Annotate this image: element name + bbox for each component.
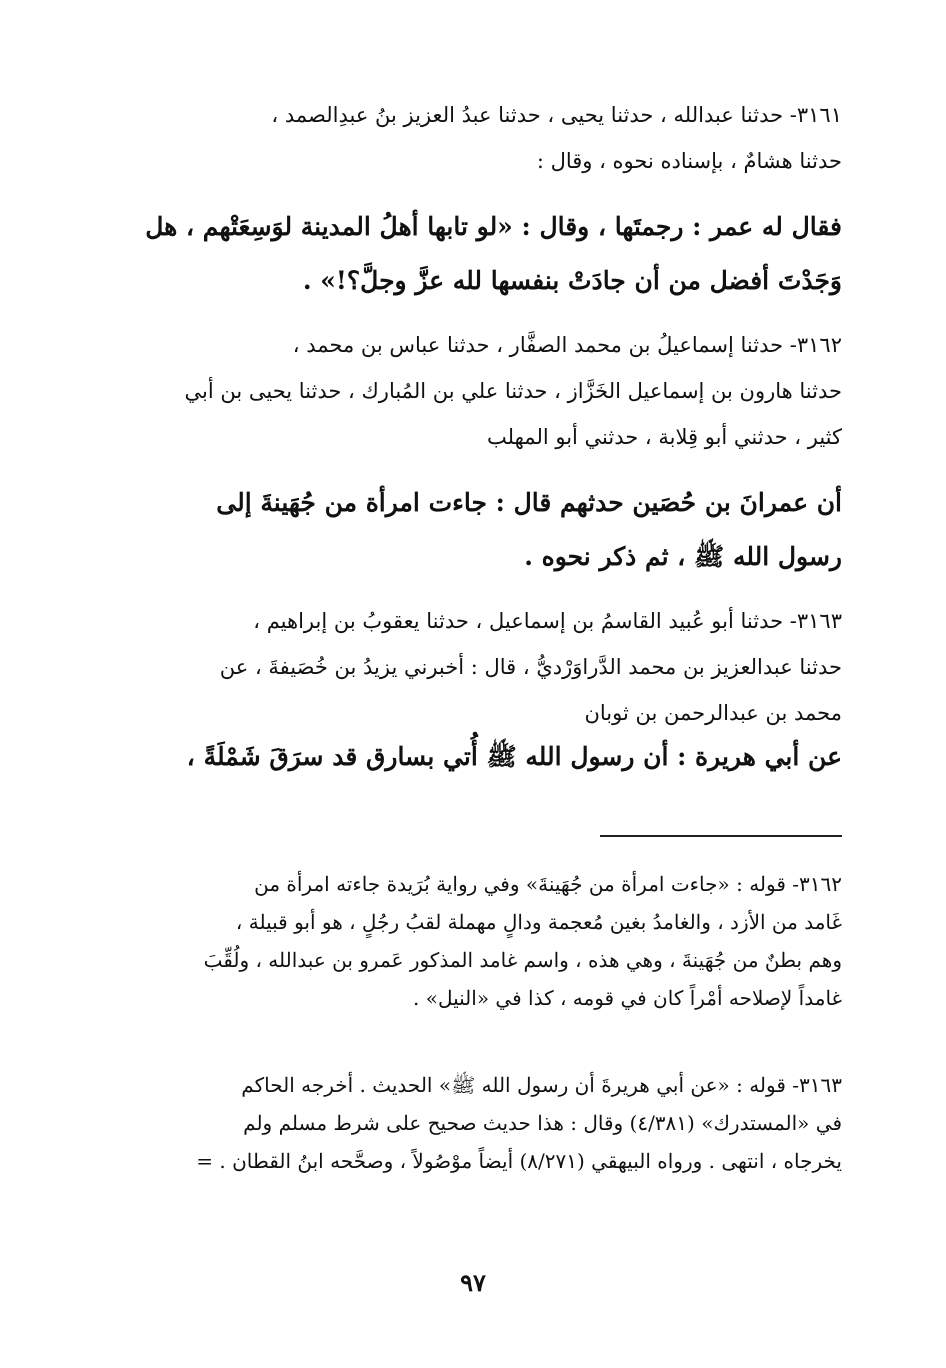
hadith-3163-isnad [130,598,842,736]
footnote-divider [600,835,842,837]
text-line: حدثنا هشامٌ ، بإسناده نحوه ، وقال : [536,149,842,173]
text-line: ٣١٦٢- حدثنا إسماعيلُ بن محمد الصفَّار ، حدثنا عباس بن محمد ، [292,333,842,357]
footnote-3162 [130,865,842,1017]
text-line: فقال له عمر : رجمتَها ، وقال : «لو تابها أهلُ المدينة لوَسِعَتْهم ، هل [145,212,842,241]
text-line: في «المستدرك» (٤/٣٨١) وقال : هذا حديث صحيح على شرط مسلم ولم [243,1111,842,1135]
text-line: وَجَدْتَ أفضل من أن جادَتْ بنفسها لله عزَّ وجلَّ؟!» . [302,266,842,295]
hadith-3161-isnad [130,92,842,184]
hadith-3163-matn [130,730,842,784]
text-line: حدثنا عبدالعزيز بن محمد الدَّراوَرْديُّ ، قال : أخبرني يزيدُ بن خُصَيفةَ ، عن [219,655,842,679]
text-line: وهم بطنٌ من جُهَينةَ ، وهي هذه ، واسم غامد المذكور عَمرو بن عبدالله ، ولُقِّبَ [203,948,842,972]
text-line: كثير ، حدثني أبو قِلابة ، حدثني أبو المهلب [487,425,842,449]
text-line: عن أبي هريرة : أن رسول الله ﷺ أُتي بسارق قد سرَقَ شَمْلَةً ، [186,742,842,771]
text-line: ٣١٦٣- قوله : «عن أبي هريرةَ أن رسول الله ﷺ» الحديث . أخرجه الحاكم [241,1073,842,1097]
text-line: يخرجاه ، انتهى . ورواه البيهقي (٨/٢٧١) أيضاً موْصُولاً ، وصحَّحه ابنُ القطان . = [196,1149,842,1173]
text-line: ٣١٦١- حدثنا عبدالله ، حدثنا يحيى ، حدثنا عبدُ العزيز بنُ عبدِالصمد ، [271,103,842,127]
page-number: ٩٧ [460,1268,486,1297]
footnote-3163 [130,1066,842,1180]
text-line: أن عمرانَ بن حُصَين حدثهم قال : جاءت امرأة من جُهَينةَ إلى [216,488,842,517]
text-line: حدثنا هارون بن إسماعيل الخَزَّاز ، حدثنا علي بن المُبارك ، حدثنا يحيى بن أبي [184,379,842,403]
text-line: ٣١٦٢- قوله : «جاءت امرأة من جُهَينةَ» وفي رواية بُرَيدة جاءته امرأة من [254,872,842,896]
hadith-3161-matn [130,200,842,308]
hadith-3162-isnad [130,322,842,460]
text-line: ٣١٦٣- حدثنا أبو عُبيد القاسمُ بن إسماعيل ، حدثنا يعقوبُ بن إبراهيم ، [253,609,842,633]
hadith-3162-matn [130,476,842,584]
text-line: غَامد من الأزد ، والغامدُ بغين مُعجمة ودالٍ مهملة لقبُ رجُلٍ ، هو أبو قبيلة ، [235,910,842,934]
text-line: غامداً لإصلاحه أمْراً كان في قومه ، كذا في «النيل» . [413,986,842,1010]
text-line: رسول الله ﷺ ، ثم ذكر نحوه . [524,542,842,571]
text-line: محمد بن عبدالرحمن بن ثوبان [584,701,842,725]
